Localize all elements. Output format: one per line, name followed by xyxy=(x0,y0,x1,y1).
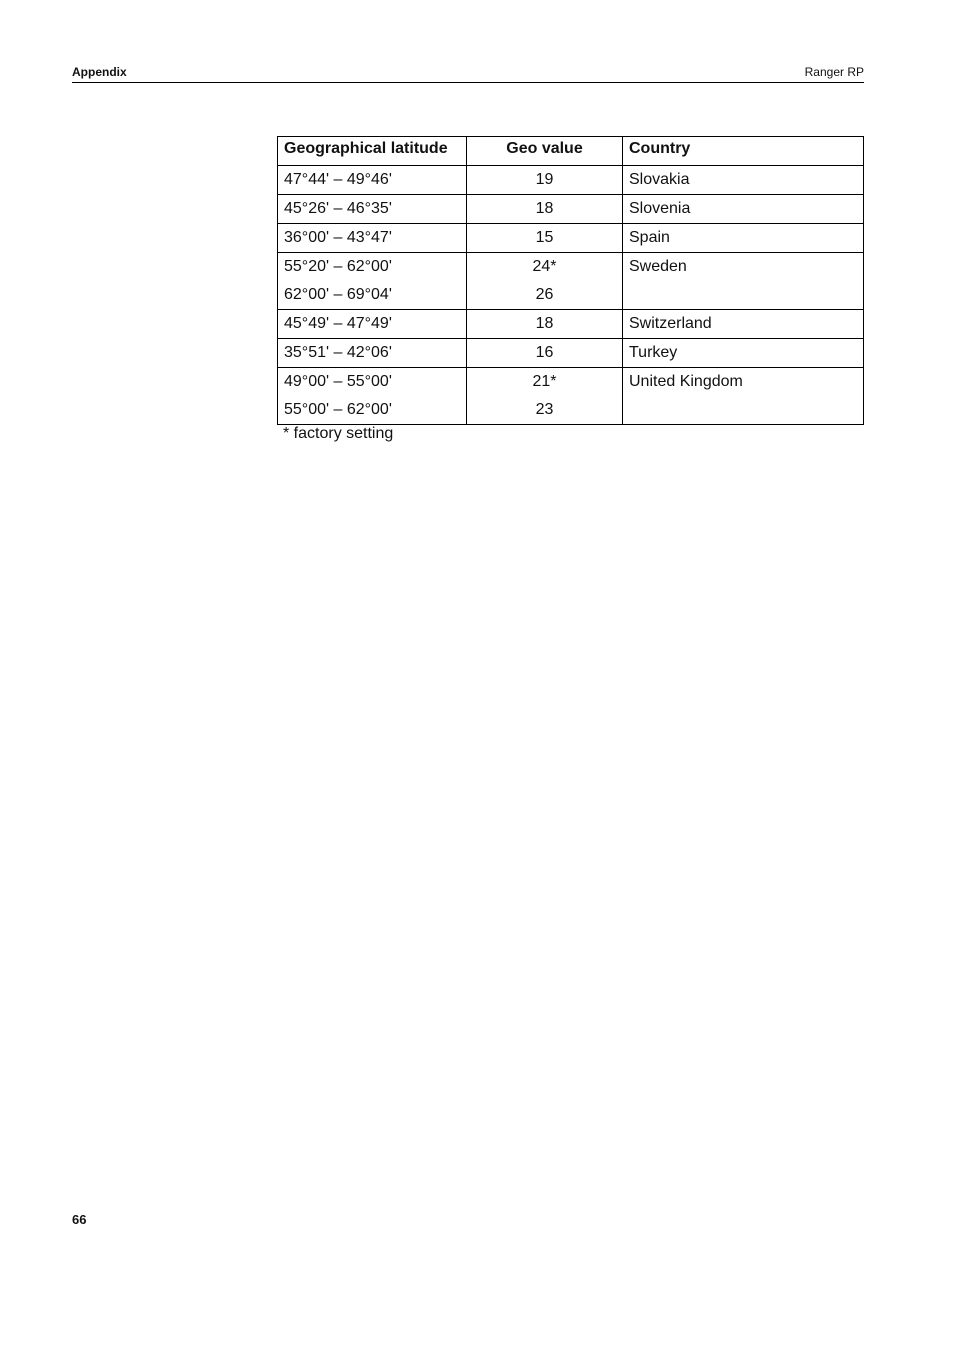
latitude-cell: 47°44' – 49°46' xyxy=(278,166,467,195)
country-cell: Switzerland xyxy=(623,310,864,339)
geo-value-cell: 19 xyxy=(467,166,623,195)
column-header-geo-value: Geo value xyxy=(467,137,623,166)
product-name: Ranger RP xyxy=(804,65,864,79)
country-cell: Turkey xyxy=(623,339,864,368)
geo-value-table xyxy=(277,136,864,425)
table-row xyxy=(278,339,864,368)
geo-value-cell: 18 xyxy=(467,310,623,339)
latitude-cell: 49°00' – 55°00' 55°00' – 62°00' xyxy=(278,368,467,425)
table-row xyxy=(278,224,864,253)
latitude-cell: 35°51' – 42°06' xyxy=(278,339,467,368)
table-row xyxy=(278,368,864,425)
page-number: 66 xyxy=(72,1212,87,1227)
section-title: Appendix xyxy=(72,65,127,79)
column-header-latitude: Geographical latitude xyxy=(278,137,467,166)
latitude-cell: 45°49' – 47°49' xyxy=(278,310,467,339)
page-header xyxy=(72,64,864,83)
geo-value-cell: 24* 26 xyxy=(467,253,623,310)
geo-value-cell: 18 xyxy=(467,195,623,224)
latitude-cell: 55°20' – 62°00' 62°00' – 69°04' xyxy=(278,253,467,310)
geo-value-cell: 16 xyxy=(467,339,623,368)
latitude-cell: 45°26' – 46°35' xyxy=(278,195,467,224)
table-row xyxy=(278,310,864,339)
country-cell: Slovakia xyxy=(623,166,864,195)
footnote: * factory setting xyxy=(283,425,394,442)
country-cell: United Kingdom xyxy=(623,368,864,425)
country-cell: Spain xyxy=(623,224,864,253)
country-cell: Sweden xyxy=(623,253,864,310)
country-cell: Slovenia xyxy=(623,195,864,224)
table-row xyxy=(278,195,864,224)
geo-value-cell: 15 xyxy=(467,224,623,253)
table-row xyxy=(278,253,864,310)
latitude-cell: 36°00' – 43°47' xyxy=(278,224,467,253)
table-row xyxy=(278,166,864,195)
column-header-country: Country xyxy=(623,137,864,166)
geo-value-cell: 21* 23 xyxy=(467,368,623,425)
table-header-row xyxy=(278,137,864,166)
